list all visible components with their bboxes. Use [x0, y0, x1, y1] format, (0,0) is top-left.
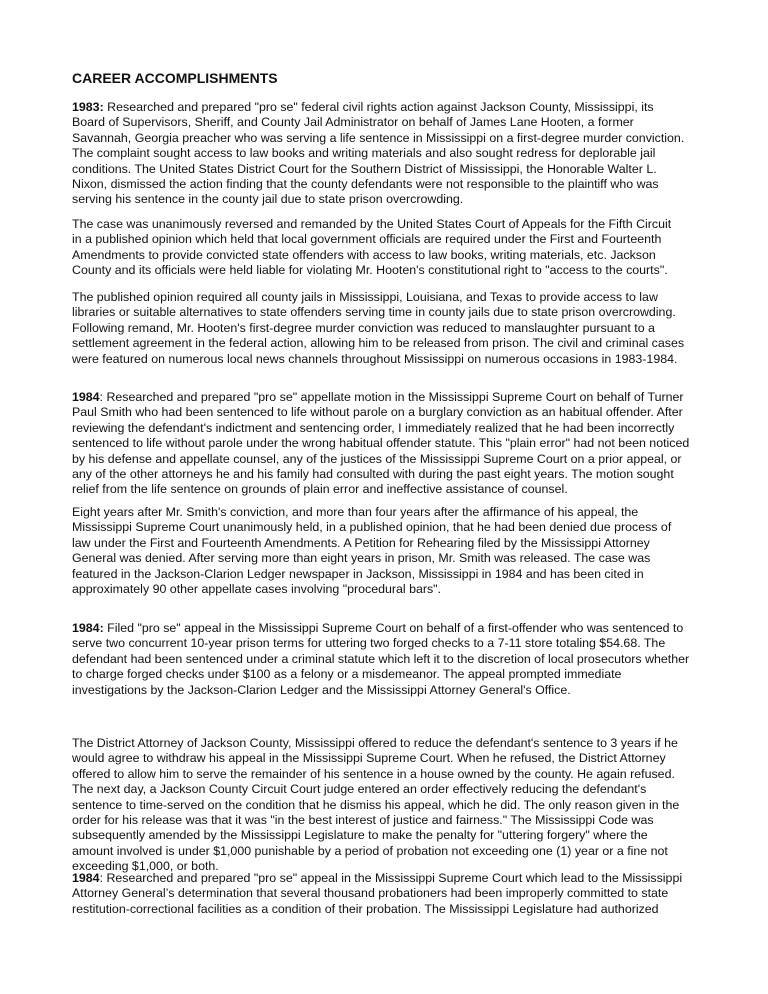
- text-line: [72, 782, 679, 797]
- text-line: [72, 467, 689, 482]
- text-line: [72, 336, 684, 351]
- line-text: settlement agreement in the federal action, allowing him to be released from prison. The civil and criminal cases: [72, 336, 685, 351]
- line-text: Researched and prepared "pro se" federal civil rights action against Jackson County, Mississippi, its: [107, 100, 654, 114]
- lead-separator: :: [99, 871, 107, 885]
- line-text: reviewing the defendant's indictment and sentencing order, I immediately realized that he had been incorrectly: [72, 420, 675, 435]
- text-line: [72, 248, 671, 263]
- line-text: Researched and prepared "pro se" appellate motion in the Mississippi Supreme Court on behalf of Turner: [106, 390, 684, 404]
- paragraph: [72, 736, 679, 875]
- line-text: order for his release was that it was "in the best interest of justice and fairness." The Mississippi Code was: [72, 813, 654, 828]
- line-text: Board of Supervisors, Sheriff, and County Jail Administrator on behalf of James Lane Hooten, a former: [72, 115, 634, 130]
- paragraph: [72, 871, 682, 917]
- line-text: The case was unanimously reversed and remanded by the United States Court of Appeals for the Fifth Circuit: [72, 217, 672, 231]
- text-line: [72, 902, 682, 917]
- text-line: [72, 192, 684, 207]
- year-label: 1984: [72, 871, 100, 885]
- text-line: [72, 886, 682, 901]
- line-text: would agree to withdraw his appeal in the Mississippi Supreme Court. When he refused, the District Attorney: [72, 751, 666, 766]
- text-line: [72, 813, 679, 828]
- line-text: in a published opinion which held that local government officials are required under the First and Fourteenth: [72, 232, 662, 247]
- year-label: 1984: [72, 390, 100, 404]
- line-text: The next day, a Jackson County Circuit Court judge entered an order effectively reducing the defendant's: [72, 782, 647, 797]
- line-text: by his defense and appellate counsel, any of the justices of the Mississippi Supreme Court on a prior appeal, or: [72, 451, 682, 466]
- line-text: amount involved is under $1,000 punishable by a period of probation not exceeding one (1) year or a fine not: [72, 843, 668, 858]
- line-text: were featured on numerous local news channels throughout Mississippi on numerous occasions in 1983-1984.: [72, 351, 678, 366]
- year-label: 1983:: [72, 100, 104, 114]
- line-text: Paul Smith who had been sentenced to life without parole on a burglary conviction as an habitual offender. After: [72, 405, 683, 420]
- paragraph: [72, 390, 689, 498]
- line-text: serve two concurrent 10-year prison terms for uttering two forged checks to a 7-11 store totaling $54.68. The: [72, 636, 666, 651]
- text-line: [72, 452, 689, 467]
- line-text: exceeding $1,000, or both.: [72, 859, 219, 874]
- text-line: [72, 767, 679, 782]
- text-line: [72, 390, 689, 405]
- text-line: [72, 621, 689, 636]
- line-text: County and its officials were held liable for violating Mr. Hooten's constitutional right to "access to the courts".: [72, 263, 668, 278]
- line-text: approximately 90 other appellate cases involving "procedural bars".: [72, 582, 442, 597]
- text-line: [72, 263, 671, 278]
- text-line: [72, 751, 679, 766]
- line-text: restitution-correctional facilities as a condition of their probation. The Mississippi Legislature had authorized: [72, 901, 659, 916]
- text-line: [72, 305, 684, 320]
- text-line: [72, 667, 689, 682]
- text-line: [72, 582, 671, 597]
- text-line: [72, 520, 671, 535]
- line-text: libraries or suitable alternatives to state offenders serving time in county jails due to state prison overcrowding.: [72, 305, 676, 320]
- text-line: [72, 482, 689, 497]
- text-line: [72, 115, 684, 130]
- text-line: [72, 871, 682, 886]
- line-text: The District Attorney of Jackson County, Mississippi offered to reduce the defendant's sentence to 3 years if he: [72, 736, 678, 750]
- text-line: [72, 405, 689, 420]
- line-text: serving his sentence in the county jail due to state prison overcrowding.: [72, 192, 464, 207]
- line-text: Amendments to provide convicted state offenders with access to law books, writing materials, etc. Jackson: [72, 247, 656, 262]
- text-line: [72, 683, 689, 698]
- line-text: sentenced to life without parole under the wrong habitual offender statute. This "plain error" had not been noticed: [72, 436, 690, 451]
- line-text: Researched and prepared "pro se" appeal in the Mississippi Supreme Court which lead to the Mississippi: [106, 871, 683, 885]
- text-line: [72, 636, 689, 651]
- text-line: [72, 844, 679, 859]
- line-text: featured in the Jackson-Clarion Ledger newspaper in Jackson, Mississippi in 1984 and has been cited in: [72, 566, 644, 581]
- text-line: [72, 321, 684, 336]
- paragraph: [72, 100, 684, 208]
- line-text: Filed "pro se" appeal in the Mississippi Supreme Court on behalf of a first-offender who was sentenced to: [107, 621, 684, 635]
- text-line: [72, 798, 679, 813]
- text-line: [72, 290, 684, 305]
- line-text: investigations by the Jackson-Clarion Ledger and the Mississippi Attorney General's Office.: [72, 682, 571, 697]
- text-line: [72, 505, 671, 520]
- paragraph: [72, 290, 684, 367]
- text-line: [72, 100, 684, 115]
- year-label: 1984:: [72, 621, 104, 635]
- paragraph: [72, 217, 671, 279]
- line-text: sentence to time-served on the condition that he dismiss his appeal, which he did. The only reason given in the: [72, 797, 680, 812]
- text-line: [72, 436, 689, 451]
- text-line: [72, 567, 671, 582]
- line-text: General was denied. After serving more than eight years in prison, Mr. Smith was released. The case was: [72, 551, 651, 566]
- line-text: Nixon, dismissed the action finding that the county defendants were not responsible to the plaintiff who was: [72, 177, 659, 192]
- line-text: any of the other attorneys he and his family had consulted with during the past eight years. The motion sought: [72, 467, 674, 482]
- line-text: Mississippi Supreme Court unanimously held, in a published opinion, that he had been denied due process of: [72, 520, 672, 535]
- text-line: [72, 177, 684, 192]
- line-text: relief from the life sentence on grounds of plain error and ineffective assistance of counsel.: [72, 482, 568, 497]
- line-text: Attorney General’s determination that several thousand probationers had been improperly committed to state: [72, 886, 669, 901]
- text-line: [72, 162, 684, 177]
- paragraph: [72, 621, 689, 698]
- line-text: defendant had been sentenced under a criminal statute which left it to the discretion of local prosecutors whether: [72, 651, 690, 666]
- line-text: law under the First and Fourteenth Amendments. A Petition for Rehearing filed by the Mississippi Attorney: [72, 535, 650, 550]
- text-line: [72, 736, 679, 751]
- text-line: [72, 536, 671, 551]
- text-line: [72, 232, 671, 247]
- text-line: [72, 217, 671, 232]
- text-line: [72, 131, 684, 146]
- line-text: conditions. The United States District Court for the Southern District of Mississippi, the Honorable Walter L.: [72, 161, 657, 176]
- lead-separator: :: [99, 390, 107, 404]
- line-text: Eight years after Mr. Smith's conviction, and more than four years after the affirmance of his appeal, the: [72, 505, 639, 519]
- line-text: subsequently amended by the Mississippi Legislature to make the penalty for "uttering forgery" where the: [72, 828, 648, 843]
- line-text: The published opinion required all county jails in Mississippi, Louisiana, and Texas to provide access to law: [72, 290, 658, 304]
- line-text: offered to allow him to serve the remainder of his sentence in a house owned by the county. He again refused.: [72, 766, 675, 781]
- text-line: [72, 352, 684, 367]
- line-text: Following remand, Mr. Hooten's first-degree murder conviction was reduced to manslaughter pursuant to a: [72, 320, 655, 335]
- text-line: [72, 146, 684, 161]
- text-line: [72, 551, 671, 566]
- line-text: Savannah, Georgia preacher who was serving a life sentence in Mississippi on a first-degree murder conviction.: [72, 130, 685, 145]
- section-title: CAREER ACCOMPLISHMENTS: [72, 70, 278, 86]
- text-line: [72, 421, 689, 436]
- line-text: The complaint sought access to law books and writing materials and also sought redress for deplorable jail: [72, 146, 656, 161]
- line-text: to charge forged checks under $100 as a felony or a misdemeanor. The appeal prompted immediate: [72, 667, 622, 682]
- paragraph: [72, 505, 671, 597]
- text-line: [72, 828, 679, 843]
- text-line: [72, 652, 689, 667]
